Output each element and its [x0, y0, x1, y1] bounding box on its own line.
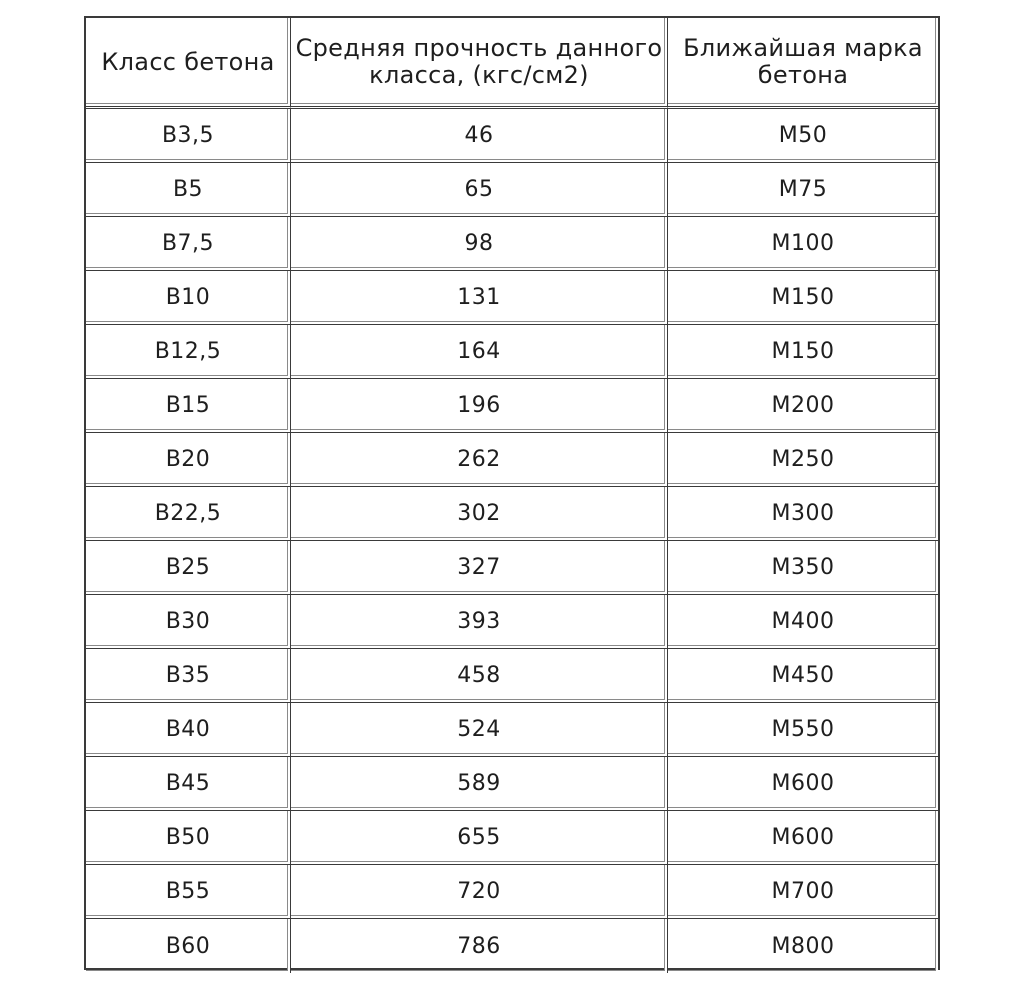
concrete-class-table-container — [84, 16, 940, 970]
table-row — [86, 757, 938, 811]
cell-class: B50 — [86, 811, 291, 865]
cell-strength: 98 — [291, 217, 668, 271]
cell-class: B45 — [86, 757, 291, 811]
cell-strength: 327 — [291, 541, 668, 595]
cell-strength: 524 — [291, 703, 668, 757]
cell-grade: M550 — [668, 703, 938, 757]
table-row — [86, 271, 938, 325]
table-row — [86, 595, 938, 649]
table-row — [86, 487, 938, 541]
cell-grade: M350 — [668, 541, 938, 595]
cell-grade: M100 — [668, 217, 938, 271]
cell-class: B7,5 — [86, 217, 291, 271]
table-row — [86, 325, 938, 379]
cell-class: B55 — [86, 865, 291, 919]
cell-class: B30 — [86, 595, 291, 649]
table-row — [86, 433, 938, 487]
cell-class: B10 — [86, 271, 291, 325]
cell-class: B25 — [86, 541, 291, 595]
cell-grade: M400 — [668, 595, 938, 649]
table-row — [86, 649, 938, 703]
cell-grade: M300 — [668, 487, 938, 541]
cell-class: B35 — [86, 649, 291, 703]
cell-strength: 262 — [291, 433, 668, 487]
cell-grade: M75 — [668, 163, 938, 217]
header-average-strength: Средняя прочность данного класса, (кгс/см2) — [291, 18, 668, 109]
cell-strength: 46 — [291, 109, 668, 163]
table-row — [86, 811, 938, 865]
table-row — [86, 379, 938, 433]
header-nearest-grade: Ближайшая марка бетона — [668, 18, 938, 109]
cell-strength: 131 — [291, 271, 668, 325]
cell-class: B3,5 — [86, 109, 291, 163]
cell-class: B15 — [86, 379, 291, 433]
header-concrete-class: Класс бетона — [86, 18, 291, 109]
cell-grade: M450 — [668, 649, 938, 703]
cell-strength: 65 — [291, 163, 668, 217]
cell-strength: 458 — [291, 649, 668, 703]
cell-grade: M600 — [668, 757, 938, 811]
cell-strength: 302 — [291, 487, 668, 541]
cell-class: B12,5 — [86, 325, 291, 379]
cell-strength: 786 — [291, 919, 668, 973]
cell-strength: 589 — [291, 757, 668, 811]
concrete-class-table — [86, 18, 938, 973]
cell-strength: 655 — [291, 811, 668, 865]
cell-strength: 720 — [291, 865, 668, 919]
cell-class: B40 — [86, 703, 291, 757]
cell-grade: M150 — [668, 271, 938, 325]
cell-class: B20 — [86, 433, 291, 487]
table-row — [86, 109, 938, 163]
table-row — [86, 163, 938, 217]
cell-grade: M800 — [668, 919, 938, 973]
cell-strength: 164 — [291, 325, 668, 379]
table-row — [86, 703, 938, 757]
table-row — [86, 919, 938, 973]
cell-grade: M600 — [668, 811, 938, 865]
cell-strength: 196 — [291, 379, 668, 433]
cell-grade: M50 — [668, 109, 938, 163]
cell-class: B5 — [86, 163, 291, 217]
cell-grade: M250 — [668, 433, 938, 487]
cell-class: B22,5 — [86, 487, 291, 541]
cell-class: B60 — [86, 919, 291, 973]
table-row — [86, 541, 938, 595]
cell-strength: 393 — [291, 595, 668, 649]
table-row — [86, 865, 938, 919]
table-header-row — [86, 18, 938, 109]
cell-grade: M150 — [668, 325, 938, 379]
cell-grade: M200 — [668, 379, 938, 433]
table-row — [86, 217, 938, 271]
cell-grade: M700 — [668, 865, 938, 919]
